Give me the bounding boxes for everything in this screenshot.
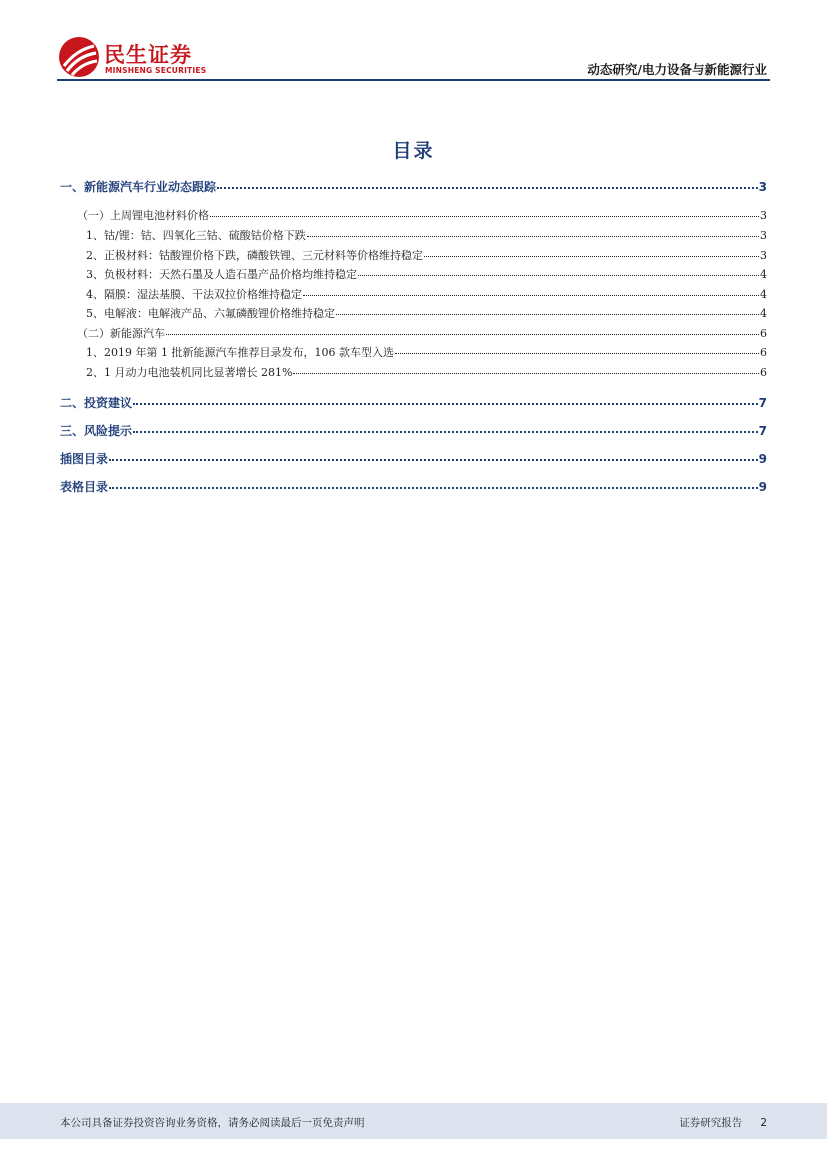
toc-leader: [133, 393, 758, 405]
toc-entry-label: 2、正极材料：钴酸锂价格下跌，磷酸铁锂、三元材料等价格维持稳定: [86, 249, 423, 262]
toc-leader: [424, 246, 759, 257]
toc-leader: [395, 343, 759, 354]
toc-entry-label: 三、风险提示: [60, 424, 133, 438]
toc-entry-page: 3: [758, 180, 767, 194]
footer-doc-type: 证券研究报告: [679, 1117, 743, 1129]
toc-entry-label: 3、负极材料：天然石墨及人造石墨产品价格均维持稳定: [86, 268, 357, 281]
toc-leader: [133, 421, 758, 433]
toc-entry[interactable]: [60, 478, 767, 496]
header-divider: [57, 79, 770, 81]
logo-chinese-name: 民生证券: [104, 43, 192, 67]
toc-entry-page: 3: [760, 229, 767, 242]
toc-entry-page: 3: [760, 209, 767, 222]
toc-leader: [166, 324, 759, 335]
toc-entry-page: 4: [760, 288, 767, 301]
toc-entry-label: 2、1 月动力电池装机同比显著增长 281%: [86, 366, 293, 379]
toc-leader: [358, 265, 759, 276]
toc-leader: [217, 177, 758, 189]
page-header: [0, 0, 827, 90]
company-logo: [58, 36, 208, 80]
toc-entry[interactable]: [60, 325, 767, 343]
toc-entry-label: 插图目录: [60, 452, 109, 466]
toc-heading: 目录: [392, 140, 435, 162]
page-number: 2: [760, 1117, 767, 1129]
toc-entry-label: （二）新能源汽车: [77, 327, 165, 340]
toc-entry[interactable]: [60, 305, 767, 323]
footer-meta: [679, 1115, 767, 1130]
toc-leader: [307, 226, 759, 237]
toc-entry-page: 7: [758, 396, 767, 410]
toc-entry[interactable]: [60, 450, 767, 468]
toc-entry-label: （一）上周锂电池材料价格: [77, 209, 209, 222]
toc-entry[interactable]: [60, 207, 767, 225]
footer-disclaimer: 本公司具备证券投资咨询业务资格，请务必阅读最后一页免责声明: [60, 1117, 365, 1129]
toc-entry-label: 表格目录: [60, 480, 109, 494]
toc-entry[interactable]: [60, 286, 767, 304]
toc-entry[interactable]: [60, 227, 767, 245]
toc-entry[interactable]: [60, 178, 767, 196]
toc-entry-page: 6: [760, 366, 767, 379]
report-category: 动态研究/电力设备与新能源行业: [587, 62, 767, 77]
toc-entry-page: 6: [760, 346, 767, 359]
toc-entry-page: 3: [760, 249, 767, 262]
toc-leader: [109, 477, 758, 489]
toc-entry-page: 4: [760, 307, 767, 320]
toc-entry[interactable]: [60, 394, 767, 412]
toc-leader: [336, 304, 759, 315]
toc-entry[interactable]: [60, 422, 767, 440]
toc-entry-page: 7: [758, 424, 767, 438]
toc-entry-page: 4: [760, 268, 767, 281]
logo-english-name: MINSHENG SECURITIES: [105, 66, 207, 75]
toc-entry[interactable]: [60, 364, 767, 382]
toc-entry[interactable]: [60, 247, 767, 265]
toc-leader: [303, 285, 759, 296]
toc-entry-label: 1、钴/锂：钴、四氧化三钴、硫酸钴价格下跌: [86, 229, 306, 242]
toc-entry[interactable]: [60, 344, 767, 362]
toc-leader: [293, 363, 759, 374]
minsheng-logo-icon: [58, 36, 100, 78]
toc-entry-label: 一、新能源汽车行业动态跟踪: [60, 180, 217, 194]
toc-entry-page: 6: [760, 327, 767, 340]
toc-entry-label: 5、电解液：电解液产品、六氟磷酸锂价格维持稳定: [86, 307, 335, 320]
toc-entry-label: 1、2019 年第 1 批新能源汽车推荐目录发布，106 款车型入选: [86, 346, 394, 359]
toc-entry-label: 4、隔膜：湿法基膜、干法双拉价格维持稳定: [86, 288, 302, 301]
toc-entry-label: 二、投资建议: [60, 396, 133, 410]
toc-entry-page: 9: [758, 452, 767, 466]
toc-entry-page: 9: [758, 480, 767, 494]
page-footer: [0, 1103, 827, 1139]
toc-entry[interactable]: [60, 266, 767, 284]
toc-leader: [109, 449, 758, 461]
toc-leader: [210, 206, 759, 217]
